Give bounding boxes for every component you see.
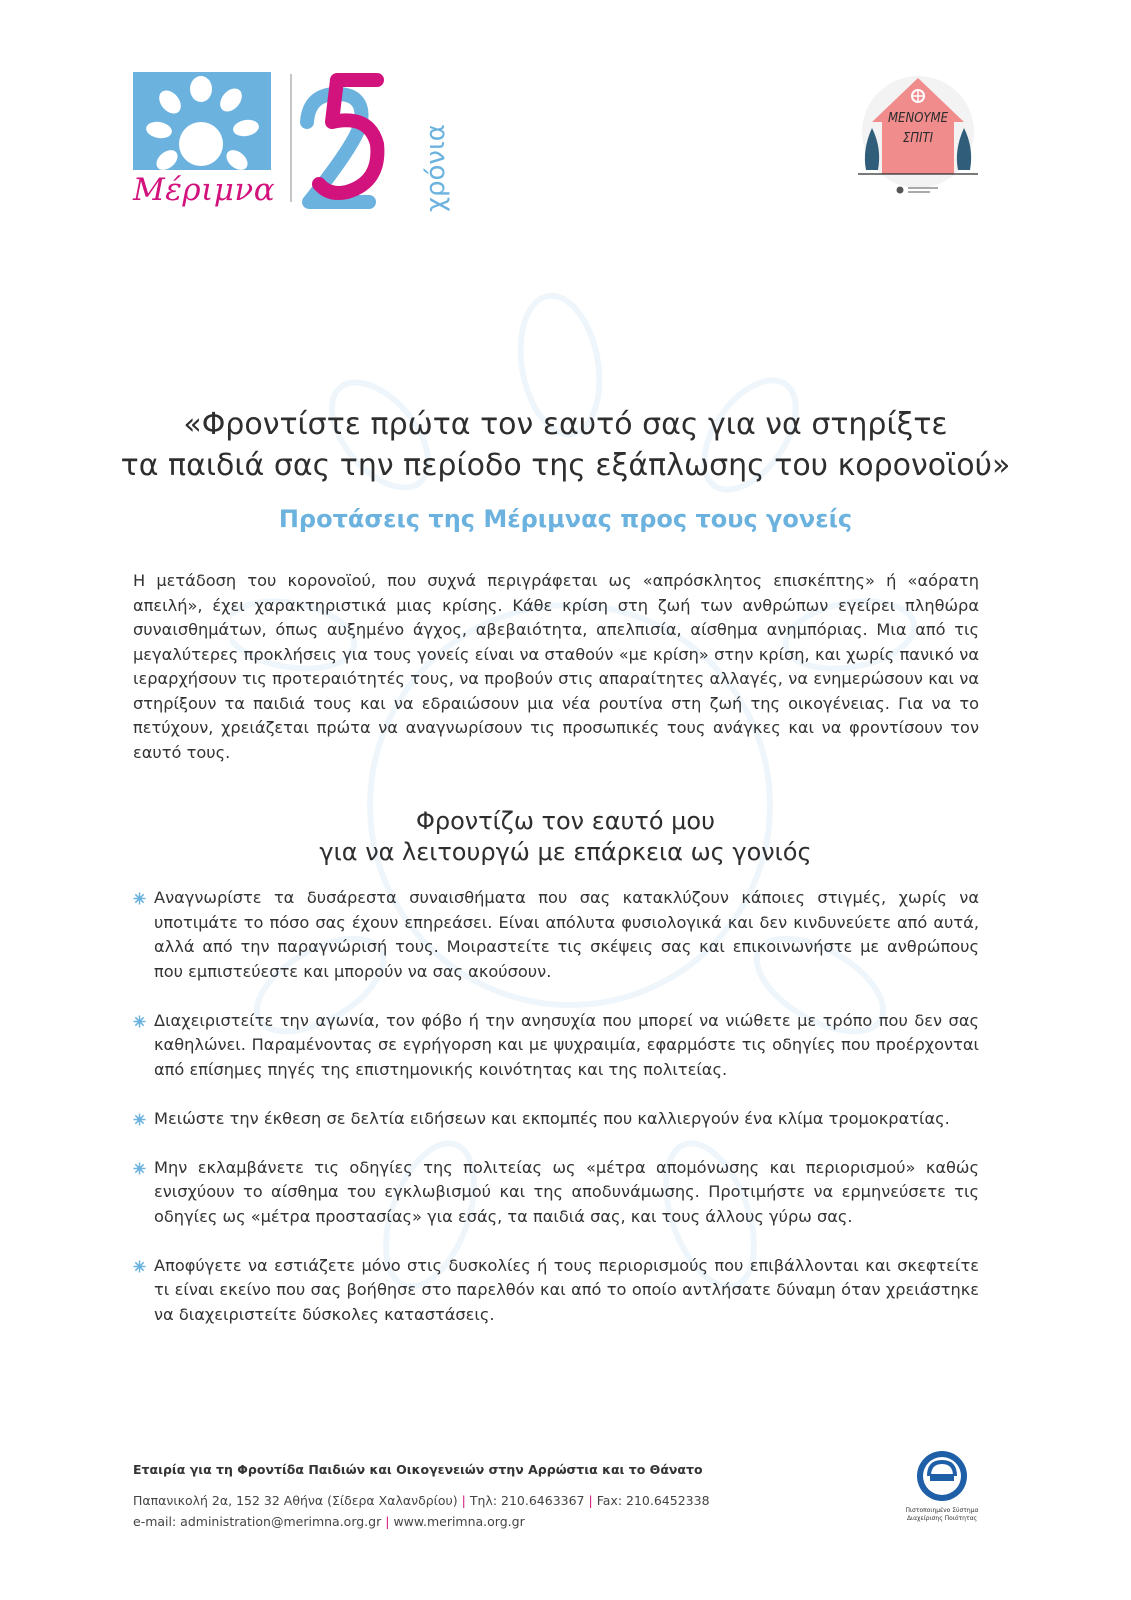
list-item: [133, 1107, 979, 1132]
intro-paragraph: Η μετάδοση του κορονοϊού, που συχνά περιγράφεται ως «απρόσκλητος επισκέπτης» ή «αόρατη απειλή», έχει χαρακτηριστικά μιας κρίσης. Κάθε κρίση στη ζωή των ανθρώπων εγείρει πληθώρα συναισθημάτων, όπως αυξημένο άγχος, αβεβαιότητα, απελπισία, αίσθημα ανημπόριας. Μια από τις μεγαλύτερες προκλήσεις για τους γονείς είναι να σταθούν «με κρίση» στην κρίση, και χωρίς πανικό να ιεραρχήσουν τις προτεραιότητές τους, να προβούν στις απαραίτητες αλλαγές, να ενημερώσουν και να στηρίξουν τα παιδιά τους και να εδραιώσουν μια νέα ρουτίνα στη ζωή της οικογένειας. Για να το πετύχουν, χρειάζεται πρώτα να αναγνωρίσουν τις προσωπικές τους ανάγκες και να φροντίσουν τον εαυτό τους.: [133, 571, 979, 762]
footer-website[interactable]: www.merimna.org.gr: [393, 1514, 525, 1529]
list-item: [133, 886, 979, 984]
campaign-line-1: ΜΕΝΟΥΜΕ: [887, 111, 949, 126]
merimna-25-logo: [133, 72, 451, 212]
separator: |: [588, 1493, 593, 1508]
footer-phone: Τηλ: 210.6463367: [469, 1493, 585, 1508]
footer-organization: Εταιρία για τη Φροντίδα Παιδιών και Οικογενειών στην Αρρώστια και το Θάνατο: [133, 1462, 703, 1477]
footer-email[interactable]: e-mail: administration@merimna.org.gr: [133, 1514, 382, 1529]
title-line-1: «Φροντίστε πρώτα τον εαυτό σας για να στηρίξτε: [183, 407, 948, 442]
separator: |: [385, 1514, 390, 1529]
list-item: [133, 1156, 979, 1230]
sun-bullet-icon: [133, 1260, 146, 1273]
certification-caption: [893, 1507, 991, 1523]
separator: |: [461, 1493, 466, 1508]
list-item-text: Μειώστε την έκθεση σε δελτία ειδήσεων και εκπομπές που καλλιεργούν ένα κλίμα τρομοκρατίας.: [154, 1108, 950, 1128]
sun-bullet-icon: [133, 1015, 146, 1028]
list-item: [133, 1009, 979, 1083]
list-item-text: Μην εκλαμβάνετε τις οδηγίες της πολιτείας ως «μέτρα απομόνωσης και περιορισμού» καθώς ενισχύουν το αίσθημα του εγκλωβισμού και της αποδυνάμωσης. Προτιμήστε να ερμηνεύσετε τις οδηγίες ως «μέτρα προστασίας» για εσάς, τα παιδιά σας, και τους άλλους γύρω σας.: [154, 1157, 979, 1226]
footer-address: Παπανικολή 2α, 152 32 Αθήνα (Σίδερα Χαλανδρίου): [133, 1493, 458, 1508]
title-line-2: τα παιδιά σας την περίοδο της εξάπλωσης του κορονοϊού»: [120, 448, 1011, 483]
sun-bullet-icon: [133, 1113, 146, 1126]
advice-list: [133, 886, 979, 1352]
cert-caption-line-2: Διαχείρισης Ποιότητας: [906, 1515, 978, 1522]
list-item-text: Διαχειριστείτε την αγωνία, τον φόβο ή την ανησυχία που μπορεί να νιώθετε με τρόπο που δεν σας καθηλώνει. Παραμένοντας σε εγρήγορση και με ψυχραιμία, εφαρμόστε τις οδηγίες που προέρχονται από επίσημες πηγές της επιστημονικής κοινότητας και της πολιτείας.: [154, 1010, 979, 1079]
footer-fax: Fax: 210.6452338: [596, 1493, 710, 1508]
page-subtitle: Προτάσεις της Μέριμνας προς τους γονείς: [278, 505, 853, 533]
page-title: [60, 404, 1071, 486]
logo-wordmark: Μέριμνα: [133, 172, 276, 208]
section-title: [60, 806, 1071, 868]
stay-home-logo: [858, 70, 978, 200]
anniversary-unit: χρόνια: [421, 124, 451, 212]
list-item-text: Αποφύγετε να εστιάζετε μόνο στις δυσκολίες ή τους περιορισμούς που επιβάλλονται και σκεφτείτε τι είναι εκείνο που σας βοήθησε στο παρελθόν και από το οποίο αντλήσατε δύναμη όταν χρειάστηκε να διαχειριστείτε δύσκολες καταστάσεις.: [154, 1255, 979, 1324]
sun-bullet-icon: [133, 1162, 146, 1175]
list-item: [133, 1254, 979, 1328]
cert-caption-line-1: Πιστοποιημένο Σύστημα: [905, 1507, 979, 1514]
sun-logo-icon: [133, 72, 271, 170]
footer-address-line: [133, 1493, 710, 1508]
campaign-line-2: ΣΠΙΤΙ: [902, 131, 934, 146]
sun-bullet-icon: [133, 892, 146, 905]
anniversary-25-icon: [299, 72, 389, 210]
list-item-text: Αναγνωρίστε τα δυσάρεστα συναισθήματα που σας κατακλύζουν κάποιες στιγμές, χωρίς να υποτιμάτε το πόσο σας έχουν επηρεάσει. Είναι απόλυτα φυσιολογικά και δεν κινδυνεύετε από αυτά, αλλά από την παραγνώρισή τους. Μοιραστείτε τις σκέψεις σας και επικοινωνήστε με ανθρώπους που εμπιστεύεστε και μπορούν να σας ακούσουν.: [154, 888, 979, 981]
logo-divider: [290, 74, 292, 202]
section-title-line-2: για να λειτουργώ με επάρκεια ως γονιός: [319, 838, 812, 866]
footer-contact-line: [133, 1514, 525, 1529]
section-title-line-1: Φροντίζω τον εαυτό μου: [415, 807, 715, 835]
